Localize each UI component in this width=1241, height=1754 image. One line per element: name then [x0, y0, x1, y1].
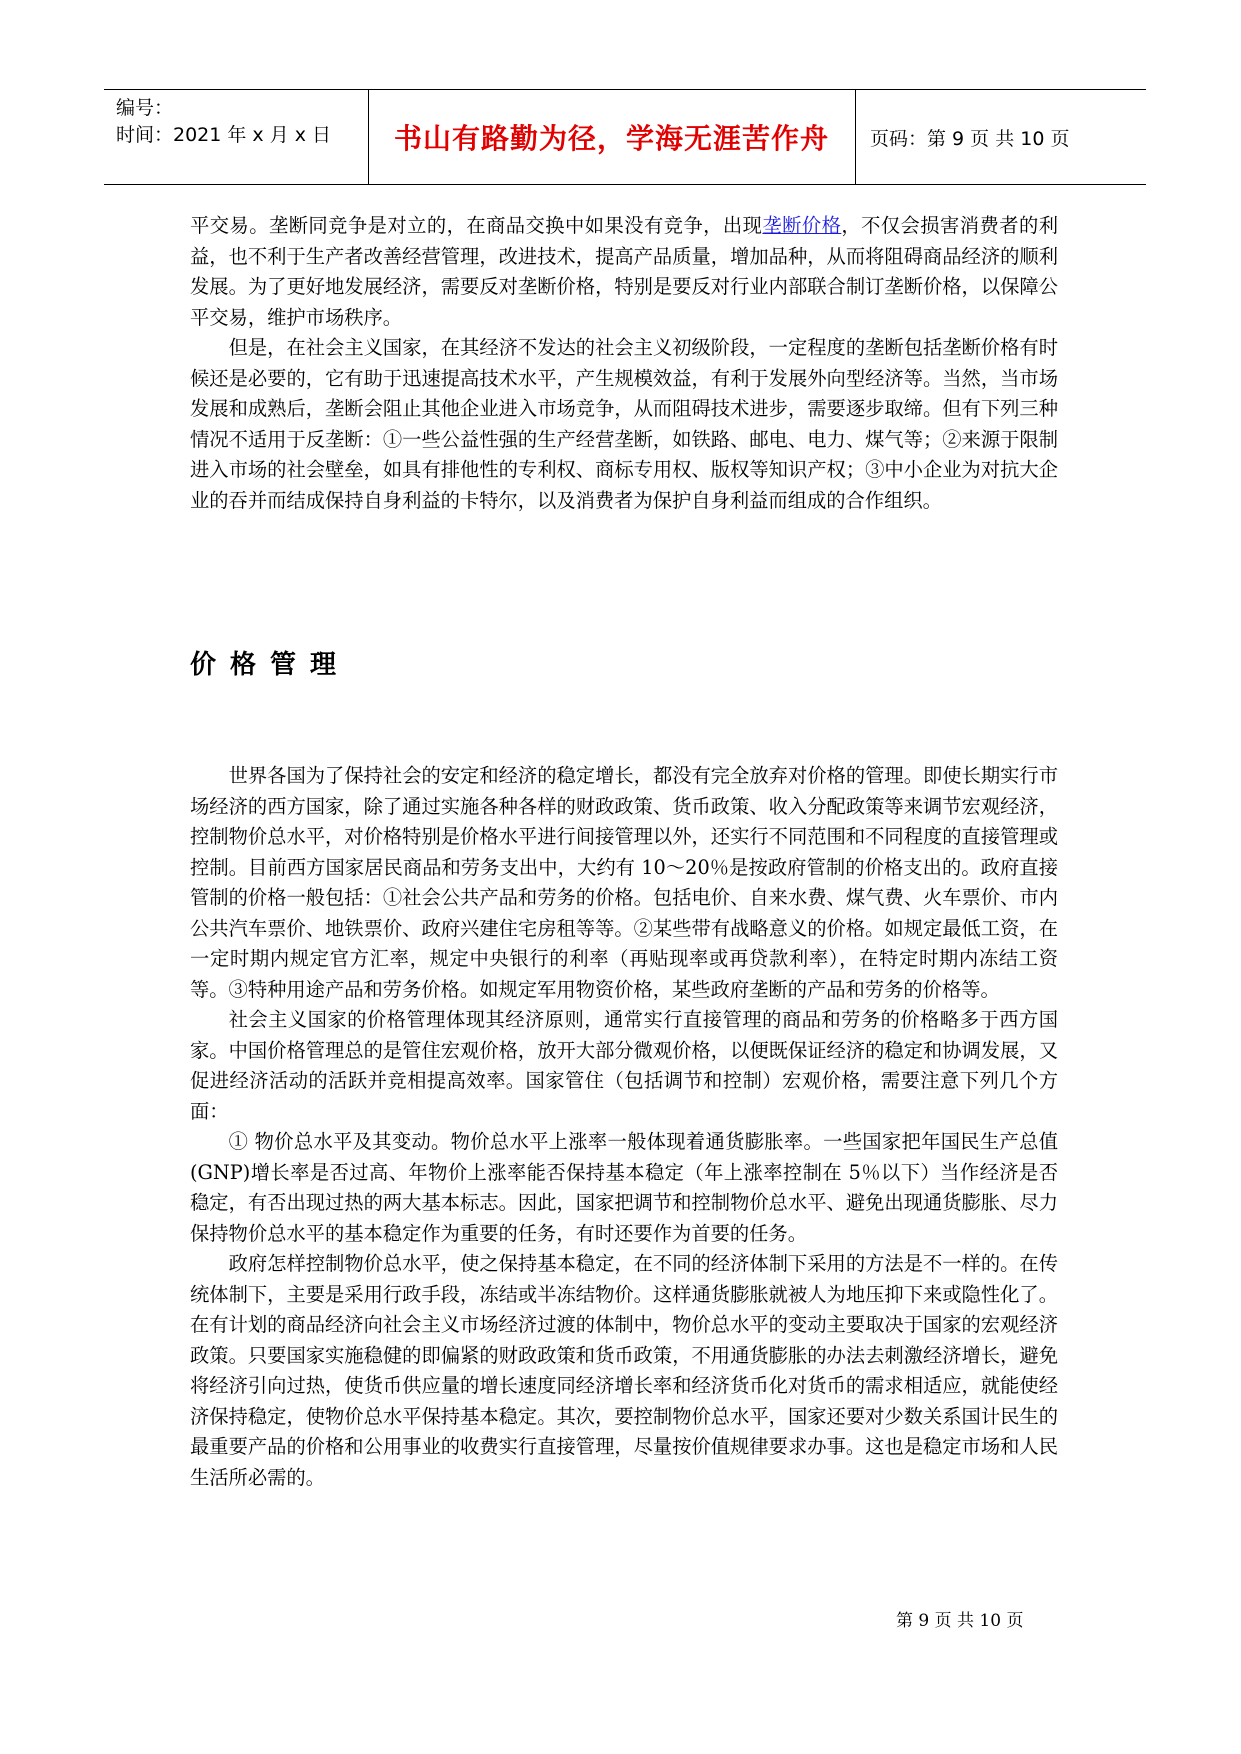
page-footer: 第 9 页 共 10 页 — [896, 1611, 1024, 1631]
header-page-cell — [856, 90, 1146, 184]
header-motto-cell — [368, 90, 856, 184]
section-heading: 价格管理 — [190, 650, 351, 680]
paragraph: 世界各国为了保持社会的安定和经济的稳定增长，都没有完全放弃对价格的管理。即使长期实行市场经济的西方国家，除了通过实施各种各样的财政政策、货币政策、收入分配政策等来调节宏观经济，控制物价总水平，对价格特别是价格水平进行间接管理以外，还实行不同范围和不同程度的直接管理或控制。目前西方国家居民商品和劳务支出中，大约有 10～20％是按政府管制的价格支出的。政府直接管制的价格一般包括：①社会公共产品和劳务的价格。包括电价、自来水费、煤气费、火车票价、市内公共汽车票价、地铁票价、政府兴建住宅房租等等。②某些带有战略意义的价格。如规定最低工资，在一定时期内规定官方汇率，规定中央银行的利率（再贴现率或再贷款利率），在特定时期内冻结工资等。③特种用途产品和劳务价格。如规定军用物资价格，某些政府垄断的产品和劳务的价格等。 — [190, 764, 1058, 1001]
text-block-1 — [190, 211, 1058, 516]
paragraph: 但是，在社会主义国家，在其经济不发达的社会主义初级阶段，一定程度的垄断包括垄断价格有时候还是必要的，它有助于迅速提高技术水平，产生规模效益，有利于发展外向型经济等。当然，当市场发展和成熟后，垄断会阻止其他企业进入市场竞争，从而阻碍技术进步，需要逐步取缔。但有下列三种情况不适用于反垄断：①一些公益性强的生产经营垄断，如铁路、邮电、电力、煤气等；②来源于限制进入市场的社会壁垒，如具有排他性的专利权、商标专用权、版权等知识产权；③中小企业为对抗大企业的吞并而结成保持自身利益的卡特尔，以及消费者为保护自身利益而组成的合作组织。 — [190, 336, 1058, 512]
header-motto: 书山有路勤为径，学海无涯苦作舟 — [393, 122, 829, 155]
page-header — [104, 89, 1146, 185]
paragraph — [190, 211, 1058, 333]
document-time-label: 时间：2021 年 x 月 x 日 — [116, 124, 332, 146]
header-page-info: 页码：第 9 页 共 10 页 — [870, 127, 1070, 150]
text-block-2 — [190, 761, 1058, 1493]
paragraph: 社会主义国家的价格管理体现其经济原则，通常实行直接管理的商品和劳务的价格略多于西方国家。中国价格管理总的是管住宏观价格，放开大部分微观价格，以便既保证经济的稳定和协调发展，又促进经济活动的活跃并竞相提高效率。国家管住（包括调节和控制）宏观价格，需要注意下列几个方面： — [190, 1008, 1058, 1123]
paragraph-text: ，不仅会损害消费者的利益，也不利于生产者改善经营管理，改进技术，提高产品质量，增加品种，从而将阻碍商品经济的顺利发展。为了更好地发展经济，需要反对垄断价格，特别是要反对行业内部联合制订垄断价格，以保障公平交易，维护市场秩序。 — [190, 214, 1059, 329]
paragraph: 政府怎样控制物价总水平，使之保持基本稳定，在不同的经济体制下采用的方法是不一样的。在传统体制下，主要是采用行政手段，冻结或半冻结物价。这样通货膨胀就被人为地压抑下来或隐性化了。在有计划的商品经济向社会主义市场经济过渡的体制中，物价总水平的变动主要取决于国家的宏观经济政策。只要国家实施稳健的即偏紧的财政政策和货币政策，不用通货膨胀的办法去刺激经济增长，避免将经济引向过热，使货币供应量的增长速度同经济增长率和经济货币化对货币的需求相适应，就能使经济保持稳定，使物价总水平保持基本稳定。其次，要控制物价总水平，国家还要对少数关系国计民生的最重要产品的价格和公用事业的收费实行直接管理，尽量按价值规律要求办事。这也是稳定市场和人民生活所必需的。 — [190, 1252, 1058, 1489]
monopoly-price-link[interactable]: 垄断价格 — [762, 214, 842, 237]
document-number-label: 编号： — [116, 97, 174, 119]
paragraph: ① 物价总水平及其变动。物价总水平上涨率一般体现着通货膨胀率。一些国家把年国民生产总值(GNP)增长率是否过高、年物价上涨率能否保持基本稳定（年上涨率控制在 5％以下）当作经济是否稳定，有否出现过热的两大基本标志。因此，国家把调节和控制物价总水平、避免出现通货膨胀、尽力保持物价总水平的基本稳定作为重要的任务，有时还要作为首要的任务。 — [190, 1130, 1058, 1245]
header-meta — [104, 90, 369, 184]
paragraph-text: 平交易。垄断同竞争是对立的，在商品交换中如果没有竞争，出现 — [190, 214, 763, 237]
